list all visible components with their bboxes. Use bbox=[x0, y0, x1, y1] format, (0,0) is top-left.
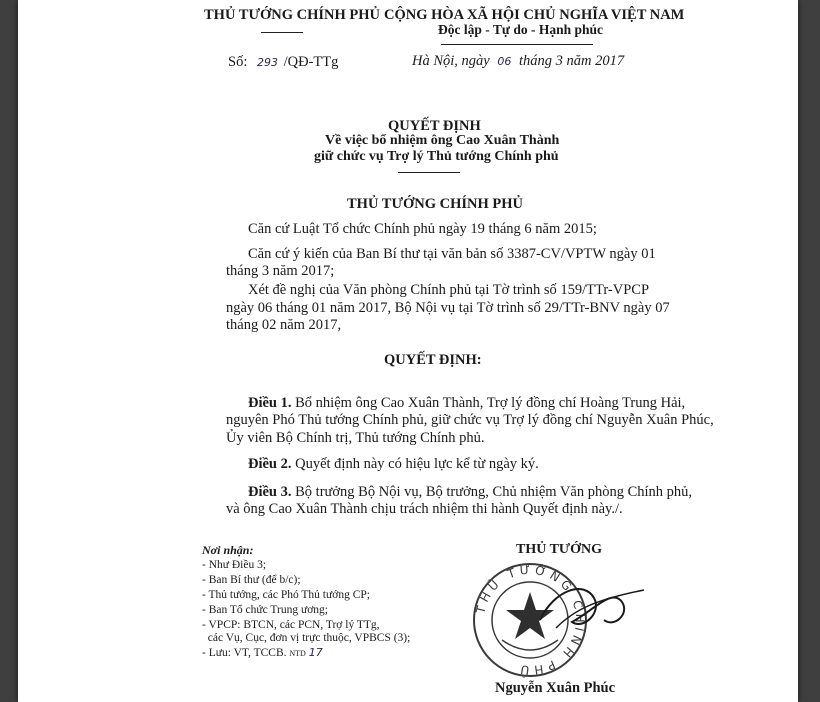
recipient-item: - Ban Bí thư (để b/c); bbox=[202, 574, 301, 586]
archive-count: 17 bbox=[308, 646, 323, 659]
signature-title: THỦ TƯỚNG bbox=[516, 542, 602, 557]
recipients-heading: Nơi nhận: bbox=[202, 543, 254, 557]
agency-underline bbox=[261, 32, 303, 33]
official-seal-icon bbox=[444, 550, 654, 690]
recipient-item: - Như Điều 3; bbox=[202, 559, 267, 571]
recipient-item: các Vụ, Cục, đơn vị trực thuộc, VPBCS (3); bbox=[202, 632, 411, 644]
number-handwritten: 293 bbox=[256, 56, 278, 69]
title-line-1: Về việc bổ nhiệm ông Cao Xuân Thành bbox=[325, 133, 560, 148]
agency-name: THỦ TƯỚNG CHÍNH PHỦ bbox=[204, 7, 381, 23]
article-1-line: Điều 1. Bổ nhiệm ông Cao Xuân Thành, Trợ lý đồng chí Hoàng Trung Hải, bbox=[248, 395, 686, 411]
article-1-label: Điều 1. bbox=[248, 395, 292, 411]
document-page bbox=[18, 0, 798, 702]
nation-name: CỘNG HÒA XÃ HỘI CHỦ NGHĨA VIỆT NAM bbox=[384, 7, 685, 23]
date-place: Hà Nội, ngày bbox=[412, 53, 490, 69]
recipient-item: - Ban Tổ chức Trung ương; bbox=[202, 604, 328, 616]
basis-line: Xét đề nghị của Văn phòng Chính phủ tại Tờ trình số 159/TTr-VPCP bbox=[248, 282, 650, 298]
issuing-authority: THỦ TƯỚNG CHÍNH PHỦ bbox=[347, 196, 524, 212]
number-suffix: /QĐ-TTg bbox=[283, 54, 339, 70]
motto-underline bbox=[441, 44, 593, 45]
recipient-item-archive: - Lưu: VT, TCCB. NTD 17 bbox=[202, 646, 323, 659]
recipient-item: - VPCP: BTCN, các PCN, Trợ lý TTg, bbox=[202, 619, 380, 631]
basis-line: Căn cứ Luật Tổ chức Chính phủ ngày 19 tháng 6 năm 2015; bbox=[248, 221, 597, 237]
basis-line: Căn cứ ý kiến của Ban Bí thư tại văn bản số 3387-CV/VPTW ngày 01 bbox=[248, 246, 656, 262]
article-3-line: và ông Cao Xuân Thành chịu trách nhiệm thi hành Quyết định này./. bbox=[226, 501, 623, 517]
signatory-name: Nguyễn Xuân Phúc bbox=[495, 680, 616, 696]
document-number bbox=[228, 54, 338, 71]
basis-line: tháng 3 năm 2017; bbox=[226, 263, 335, 279]
date-month-year: tháng 3 năm 2017 bbox=[518, 53, 625, 69]
decision-heading: QUYẾT ĐỊNH: bbox=[384, 352, 482, 368]
svg-text:THỦ TƯỚNG CHÍNH PHỦ: THỦ TƯỚNG CHÍNH PHỦ bbox=[473, 562, 588, 678]
issue-date bbox=[412, 53, 624, 70]
basis-line: tháng 02 năm 2017, bbox=[226, 317, 342, 333]
article-3-label: Điều 3. bbox=[248, 484, 292, 500]
article-2-line: Điều 2. Quyết định này có hiệu lực kể từ ngày ký. bbox=[248, 456, 539, 472]
title-line-2: giữ chức vụ Trợ lý Thủ tướng Chính phủ bbox=[314, 149, 559, 164]
national-motto: Độc lập - Tự do - Hạnh phúc bbox=[438, 22, 604, 37]
article-1-line: Ủy viên Bộ Chính trị, Thủ tướng Chính phủ. bbox=[226, 430, 485, 446]
document-heading: QUYẾT ĐỊNH bbox=[388, 118, 481, 134]
recipient-item: - Thủ tướng, các Phó Thủ tướng CP; bbox=[202, 589, 370, 601]
article-1-line: nguyên Phó Thủ tướng Chính phủ, giữ chức vụ Trợ lý đồng chí Nguyễn Xuân Phúc, bbox=[226, 412, 714, 428]
title-underline bbox=[398, 172, 460, 173]
basis-line: ngày 06 tháng 01 năm 2017, Bộ Nội vụ tại Tờ trình số 29/TTr-BNV ngày 07 bbox=[226, 300, 670, 316]
article-2-label: Điều 2. bbox=[248, 456, 292, 472]
article-3-line: Điều 3. Bộ trưởng Bộ Nội vụ, Bộ trưởng, Chủ nhiệm Văn phòng Chính phủ, bbox=[248, 484, 693, 500]
archive-note: NTD bbox=[289, 649, 306, 658]
number-prefix: Số: bbox=[228, 54, 248, 70]
date-day-handwritten: 06 bbox=[497, 55, 512, 68]
